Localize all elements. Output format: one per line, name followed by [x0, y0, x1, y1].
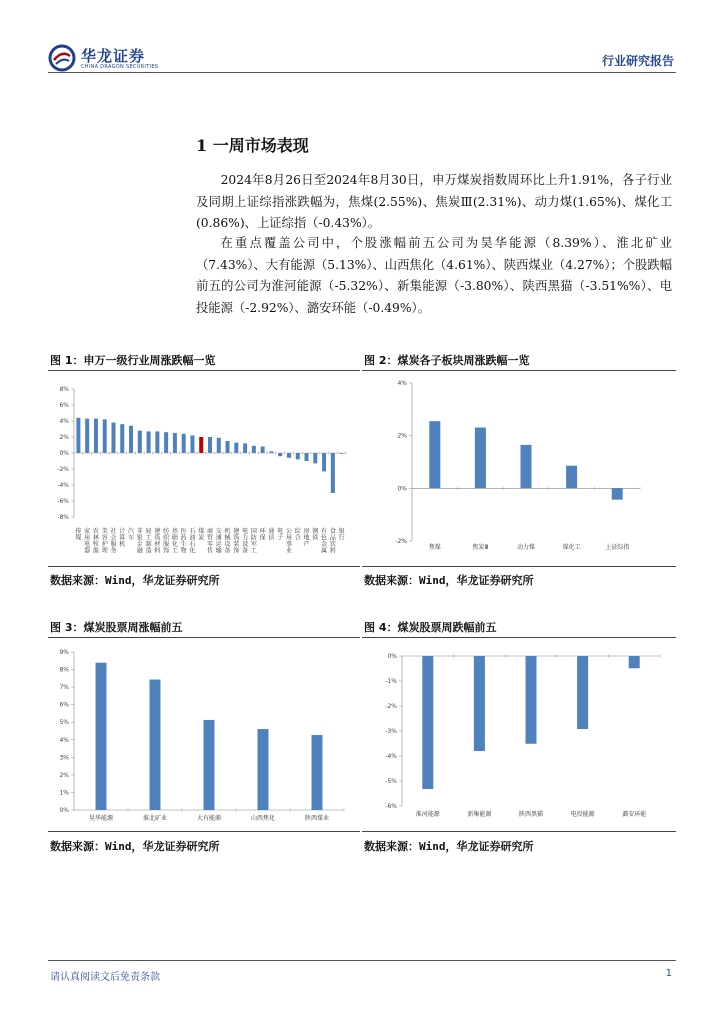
bar	[313, 453, 317, 463]
x-tick-label: 材	[154, 541, 161, 548]
x-tick-label: 合	[294, 534, 301, 542]
x-tick-label: 械	[224, 534, 231, 542]
x-tick-label: 新集能源	[467, 811, 492, 818]
section-title: 1 一周市场表现	[196, 136, 309, 155]
x-tick-label: 石	[189, 541, 196, 548]
x-tick-label: 传	[75, 528, 82, 535]
figure-1-rule	[48, 370, 360, 371]
x-tick-label: 铁	[312, 534, 319, 542]
x-tick-label: 用	[285, 534, 292, 542]
x-tick-label: 潞安环能	[622, 811, 647, 818]
bar	[85, 419, 89, 453]
figure-3-chart	[48, 640, 360, 830]
figure-1-bottom-rule	[48, 566, 360, 567]
figure-4-bottom-rule	[362, 831, 676, 832]
x-tick-label: 饮	[329, 541, 336, 548]
bar	[331, 453, 335, 493]
bar	[234, 443, 238, 453]
x-tick-label: 商	[206, 528, 214, 535]
y-tick-label: 0%	[387, 653, 397, 660]
x-tick-label: 生	[180, 541, 187, 548]
bar	[173, 433, 177, 453]
y-tick-label: 0%	[397, 485, 407, 493]
x-tick-label: 环	[259, 528, 266, 535]
x-tick-label: 筑	[154, 534, 161, 542]
x-tick-label: 品	[329, 534, 336, 542]
x-tick-label: 上证综指	[605, 544, 630, 551]
x-tick-label: 钢	[312, 528, 319, 535]
x-tick-label: 制	[145, 541, 152, 548]
disclaimer-link: 请认真阅读文后免责条款	[50, 972, 160, 983]
bar	[155, 431, 159, 453]
x-tick-label: 工	[145, 534, 152, 542]
x-tick-label: 运	[215, 541, 222, 548]
y-tick-label: -4%	[385, 753, 397, 760]
x-tick-label: 设	[242, 541, 249, 548]
x-tick-label: 电	[277, 528, 284, 535]
x-tick-label: 房	[303, 528, 310, 535]
x-tick-label: 零	[206, 541, 214, 548]
x-tick-label: 昊华能源	[88, 815, 114, 822]
x-tick-label: 信	[268, 534, 275, 542]
bar	[226, 441, 230, 453]
x-tick-label: 物	[180, 547, 187, 555]
x-tick-label: 公	[285, 528, 292, 535]
bar	[103, 419, 107, 453]
x-tick-label: 电投能源	[570, 811, 595, 818]
bar	[182, 434, 186, 453]
bar	[147, 431, 151, 453]
company-logo	[48, 44, 198, 74]
y-tick-label: -6%	[385, 803, 397, 810]
y-tick-label: -6%	[57, 498, 69, 505]
bar	[94, 419, 98, 453]
y-tick-label: 2%	[59, 434, 69, 441]
x-tick-label: 渔	[92, 547, 99, 555]
x-tick-label: 保	[259, 534, 266, 542]
bar	[96, 663, 107, 810]
x-tick-label: 社	[110, 528, 117, 535]
bar	[199, 437, 203, 453]
bar	[521, 445, 532, 488]
bar	[252, 446, 256, 453]
x-tick-label: 淮北矿业	[142, 815, 168, 822]
x-tick-label: 务	[110, 547, 117, 555]
figure-4-rule	[362, 637, 676, 638]
x-tick-label: 算	[119, 534, 126, 542]
bar	[278, 453, 282, 456]
bar	[204, 720, 215, 810]
bar	[475, 428, 486, 489]
x-tick-label: 融	[136, 547, 143, 555]
x-tick-label: 基	[171, 528, 178, 535]
x-tick-label: 机	[224, 528, 231, 535]
x-tick-label: 电	[242, 528, 249, 535]
x-tick-label: 银	[338, 528, 345, 535]
x-tick-label: 陕西黑猫	[518, 811, 544, 818]
x-tick-label: 筑	[233, 534, 240, 542]
bar	[287, 453, 291, 458]
y-tick-label: 0%	[59, 450, 69, 457]
x-tick-label: 工	[171, 547, 178, 555]
x-tick-label: 大有能源	[196, 815, 222, 822]
bar	[422, 656, 433, 789]
x-tick-label: 防	[250, 534, 257, 542]
y-tick-label: 4%	[397, 380, 407, 387]
x-tick-label: 服	[110, 541, 117, 548]
x-tick-label: 用	[84, 534, 91, 542]
figure-2-title: 图 2：煤炭各子板块周涨跌幅一览	[364, 354, 530, 367]
x-tick-label: 护	[101, 541, 108, 548]
bar	[208, 437, 212, 453]
y-tick-label: 5%	[59, 719, 69, 727]
bar	[312, 735, 323, 810]
x-tick-label: 医	[180, 528, 187, 535]
y-tick-label: 3%	[59, 754, 69, 762]
x-tick-label: 国	[250, 528, 257, 535]
x-tick-label: 动力煤	[516, 544, 536, 551]
figure-2-rule	[362, 370, 676, 371]
x-tick-label: 纺	[163, 528, 170, 535]
x-tick-label: 农	[92, 528, 99, 535]
x-tick-label: 备	[242, 547, 249, 555]
x-tick-label: 业	[285, 547, 292, 555]
bar	[120, 424, 124, 453]
figure-1-chart	[48, 373, 360, 563]
x-tick-label: 综	[294, 528, 301, 535]
bar	[296, 453, 300, 459]
x-tick-label: 焦煤	[428, 544, 441, 551]
x-tick-label: 银	[136, 534, 143, 542]
figure-3-rule	[48, 637, 360, 638]
x-tick-label: 车	[128, 534, 135, 542]
x-tick-label: 力	[242, 534, 249, 542]
x-tick-label: 子	[277, 534, 284, 542]
market-summary-paragraph: 2024年8月26日至2024年8月30日，申万煤炭指数周环比上升1.91%，各子行业及同期上证综指涨跌幅为，焦煤(2.55%)、焦炭Ⅲ(2.31%)、动力煤(1.65%)、煤化工(0.86%)、上证综指（-0.43%）。	[196, 173, 672, 230]
x-tick-label: 备	[224, 547, 231, 555]
x-tick-label: 淮河能源	[415, 811, 440, 818]
report-type-label: 行业研究报告	[601, 54, 674, 68]
x-tick-label: 焦炭Ⅲ	[472, 544, 489, 551]
figure-1-source: 数据来源：Wind，华龙证券研究所	[50, 574, 220, 587]
y-tick-label: -2%	[395, 538, 407, 545]
y-tick-label: 4%	[59, 418, 69, 425]
x-tick-label: 事	[285, 541, 292, 548]
bar	[577, 656, 588, 729]
bar	[138, 431, 142, 453]
y-tick-label: 9%	[59, 649, 69, 656]
y-tick-label: 4%	[59, 736, 69, 744]
x-tick-label: 药	[180, 534, 187, 542]
x-tick-label: 陕西煤业	[304, 815, 330, 822]
x-tick-label: 军	[250, 541, 257, 548]
x-tick-label: 容	[101, 534, 108, 542]
x-tick-label: 食	[329, 528, 336, 535]
x-tick-label: 煤	[198, 528, 205, 535]
figure-4-source: 数据来源：Wind，华龙证券研究所	[364, 840, 534, 853]
x-tick-label: 产	[303, 541, 310, 548]
x-tick-label: 汽	[128, 528, 135, 535]
x-tick-label: 林	[92, 534, 99, 542]
x-tick-label: 设	[224, 541, 231, 548]
page-number: 1	[665, 968, 672, 979]
y-tick-label: 1%	[59, 789, 69, 797]
x-tick-label: 牧	[92, 541, 99, 548]
bar	[164, 432, 168, 453]
y-tick-label: -1%	[385, 678, 397, 685]
x-tick-label: 饰	[163, 547, 170, 555]
x-tick-label: 建	[154, 528, 161, 535]
x-tick-label: 建	[233, 528, 240, 535]
x-tick-label: 煤化工	[562, 544, 581, 551]
bar	[111, 423, 115, 453]
bar	[269, 451, 273, 453]
bar	[429, 421, 440, 488]
x-tick-label: 贸	[206, 534, 214, 542]
figure-2-source: 数据来源：Wind，华龙证券研究所	[364, 574, 534, 587]
y-tick-label: -3%	[385, 728, 397, 735]
x-tick-label: 美	[101, 528, 108, 535]
y-tick-label: 6%	[59, 402, 69, 409]
y-tick-label: -8%	[57, 514, 69, 521]
footer-divider	[48, 960, 676, 961]
bar	[612, 488, 623, 499]
figure-1-title: 图 1：申万一级行业周涨跌幅一览	[50, 354, 216, 367]
figure-4-chart	[362, 640, 676, 830]
y-tick-label: 2%	[397, 432, 407, 440]
bar	[243, 443, 247, 453]
bar	[258, 729, 269, 810]
x-tick-label: 金	[136, 541, 143, 548]
x-tick-label: 工	[250, 547, 257, 555]
y-tick-label: 6%	[59, 701, 69, 709]
x-tick-label: 石	[189, 528, 196, 535]
x-tick-label: 有	[321, 528, 328, 535]
x-tick-label: 装	[233, 541, 240, 548]
bar	[526, 656, 537, 744]
x-tick-label: 轻	[145, 528, 152, 535]
x-tick-label: 油	[189, 534, 196, 542]
x-tick-label: 器	[84, 547, 91, 555]
figure-2-chart	[362, 373, 676, 563]
x-tick-label: 色	[321, 534, 328, 542]
figure-3-source: 数据来源：Wind，华龙证券研究所	[50, 840, 220, 853]
x-tick-label: 料	[154, 547, 161, 555]
bar	[474, 656, 485, 751]
x-tick-label: 化	[171, 541, 178, 548]
x-tick-label: 机	[119, 541, 126, 548]
x-tick-label: 计	[119, 528, 126, 535]
bar	[217, 438, 221, 453]
x-tick-label: 理	[101, 547, 108, 555]
x-tick-label: 饰	[233, 547, 240, 555]
x-tick-label: 金	[321, 541, 328, 548]
y-tick-label: 8%	[59, 666, 69, 674]
bar	[129, 426, 133, 453]
y-tick-label: -4%	[57, 482, 69, 489]
x-tick-label: 山西焦化	[250, 815, 276, 822]
x-tick-label: 会	[110, 534, 117, 542]
x-tick-label: 交	[215, 528, 222, 535]
x-tick-label: 售	[206, 547, 214, 555]
y-tick-label: 0%	[59, 807, 69, 814]
x-tick-label: 料	[329, 547, 336, 555]
bar	[150, 680, 161, 810]
y-tick-label: 7%	[59, 684, 69, 692]
x-tick-label: 通	[215, 534, 222, 542]
logo-chinese-name: 华龙证券	[81, 47, 146, 65]
x-tick-label: 非	[136, 528, 143, 535]
x-tick-label: 地	[303, 534, 310, 542]
x-tick-label: 电	[84, 541, 91, 548]
x-tick-label: 造	[145, 547, 152, 555]
dragon-logo-icon	[48, 44, 76, 72]
x-tick-label: 服	[163, 541, 170, 548]
y-tick-label: -2%	[385, 703, 397, 710]
figure-3-title: 图 3：煤炭股票周涨幅前五	[50, 621, 183, 634]
stock-summary-paragraph: 在重点覆盖公司中，个股涨幅前五公司为昊华能源（8.39%）、淮北矿业（7.43%）、大有能源（5.13%）、山西焦化（4.61%）、陕西煤业（4.27%）；个股跌幅前五的公司为淮河能源（-5.32%）、新集能源（-3.80%）、陕西黑猫（-3.51%%）、电投能源（-2.92%）、潞安环能（-0.49%）。	[196, 236, 672, 315]
x-tick-label: 输	[215, 547, 222, 555]
figure-4-title: 图 4：煤炭股票周跌幅前五	[364, 621, 497, 634]
x-tick-label: 通	[268, 528, 275, 535]
x-tick-label: 织	[163, 534, 170, 542]
figure-2-bottom-rule	[362, 566, 676, 567]
x-tick-label: 家	[84, 528, 91, 535]
bar	[190, 435, 194, 453]
x-tick-label: 化	[189, 547, 196, 555]
x-tick-label: 属	[321, 547, 328, 555]
bar	[305, 453, 309, 461]
bar	[322, 453, 326, 471]
y-tick-label: -5%	[385, 778, 397, 785]
bar	[340, 453, 344, 454]
figure-3-bottom-rule	[48, 831, 360, 832]
y-tick-label: 2%	[59, 771, 69, 779]
bar	[629, 656, 640, 668]
y-tick-label: 8%	[59, 386, 69, 393]
x-tick-label: 炭	[198, 534, 205, 542]
x-tick-label: 础	[171, 534, 178, 542]
bar	[76, 418, 80, 453]
bar	[566, 466, 577, 489]
x-tick-label: 行	[338, 534, 345, 542]
page-header	[48, 42, 676, 76]
y-tick-label: -2%	[57, 466, 69, 473]
x-tick-label: 媒	[75, 534, 82, 542]
bar	[261, 447, 265, 453]
logo-english-name: CHINA DRAGON SECURITIES	[81, 64, 159, 70]
header-divider	[48, 72, 676, 73]
